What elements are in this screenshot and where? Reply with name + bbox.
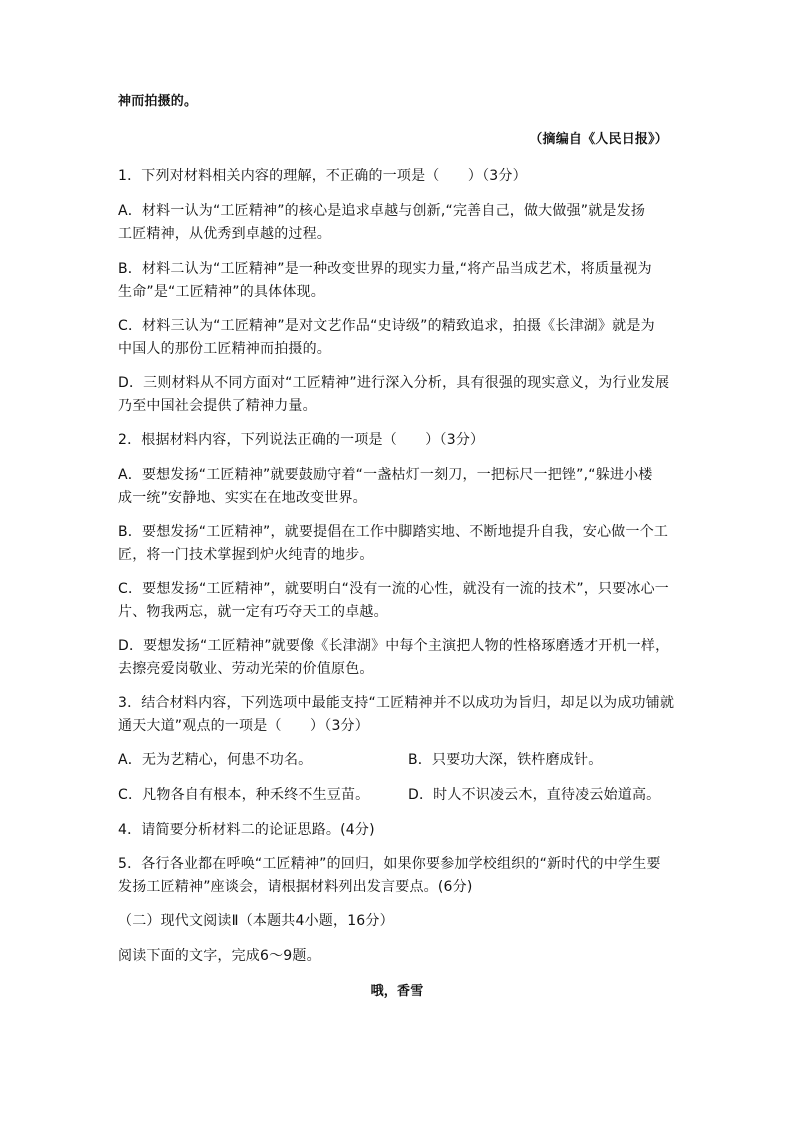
q1-option-d-line1: D．三则材料从不同方面对“工匠精神”进行深入分析，具有很强的现实意义，为行业发展	[118, 375, 670, 391]
q1-option-a-line2: 工匠精神，从优秀到卓越的过程。	[118, 226, 331, 242]
question-4: 4．请简要分析材料二的论证思路。(4分)	[118, 822, 375, 838]
q2-option-d-line1: D．要想发扬“工匠精神”就要像《长津湖》中每个主演把人物的性格琢磨透才开机一样，	[118, 638, 670, 654]
q1-option-b-line1: B．材料二认为“工匠精神”是一种改变世界的现实力量,“将产品当成艺术，将质量视为	[118, 261, 652, 277]
q2-option-d-line2: 去擦亮爱岗敬业、劳动光荣的价值原色。	[118, 661, 374, 677]
q2-option-c-line1: C．要想发扬“工匠精神”，就要明白“没有一流的心性，就没有一流的技术”，只要冰心一	[118, 581, 669, 597]
q3-option-d: D．时人不识凌云木，直待凌云始道高。	[408, 787, 661, 803]
q2-option-c-line2: 片、物我两忘，就一定有巧夺天工的卓越。	[118, 604, 388, 620]
source-citation: （摘编自《人民日报》）	[529, 132, 668, 147]
q3-option-b: B．只要功大深，铁杵磨成针。	[408, 752, 603, 768]
question-5-line1: 5．各行各业都在呼唤“工匠精神”的回归，如果你要参加学校组织的“新时代的中学生要	[118, 856, 661, 872]
q2-option-b-line2: 匠，将一门技术掌握到炉火纯青的地步。	[118, 547, 374, 563]
question-3-line2: 通天大道”观点的一项是（ ）（3分）	[118, 718, 369, 734]
q1-option-a-line1: A．材料一认为“工匠精神”的核心是追求卓越与创新,“完善自己，做大做强”就是发扬	[118, 203, 646, 219]
q1-option-d-line2: 乃至中国社会提供了精神力量。	[118, 398, 317, 414]
q1-option-c-line2: 中国人的那份工匠精神而拍摄的。	[118, 341, 331, 357]
question-5-line2: 发扬工匠精神”座谈会，请根据材料列出发言要点。(6分)	[118, 879, 473, 895]
q3-option-c: C．凡物各自有根本，种禾终不生豆苗。	[118, 787, 370, 803]
section-heading: （二）现代文阅读Ⅱ（本题共4小题，16分）	[118, 913, 394, 929]
intro-tail-text: 神而拍摄的。	[118, 94, 198, 109]
question-3-line1: 3．结合材料内容，下列选项中最能支持“工匠精神并不以成功为旨归，却足以为成功铺就	[118, 695, 675, 711]
q2-option-b-line1: B．要想发扬“工匠精神”，就要提倡在工作中脚踏实地、不断地提升自我，安心做一个工	[118, 524, 669, 540]
q1-option-c-line1: C．材料三认为“工匠精神”是对文艺作品“史诗级”的精致追求，拍摄《长津湖》就是为	[118, 318, 655, 334]
reading-instruction: 阅读下面的文字，完成6～9题。	[118, 948, 321, 964]
q2-option-a-line2: 成一统”安静地、实实在在地改变世界。	[118, 490, 367, 506]
question-1: 1．下列对材料相关内容的理解，不正确的一项是（ ）（3分）	[118, 168, 527, 184]
q1-option-b-line2: 生命”是“工匠精神”的具体体现。	[118, 284, 325, 300]
question-2: 2．根据材料内容，下列说法正确的一项是（ ）（3分）	[118, 432, 485, 448]
q3-option-a: A．无为艺精心，何患不功名。	[118, 752, 313, 768]
passage-title: 哦，香雪	[370, 984, 424, 999]
q2-option-a-line1: A．要想发扬“工匠精神”就要鼓励守着“一盏枯灯一刻刀，一把标尺一把锉”,“躲进小楼	[118, 467, 653, 483]
